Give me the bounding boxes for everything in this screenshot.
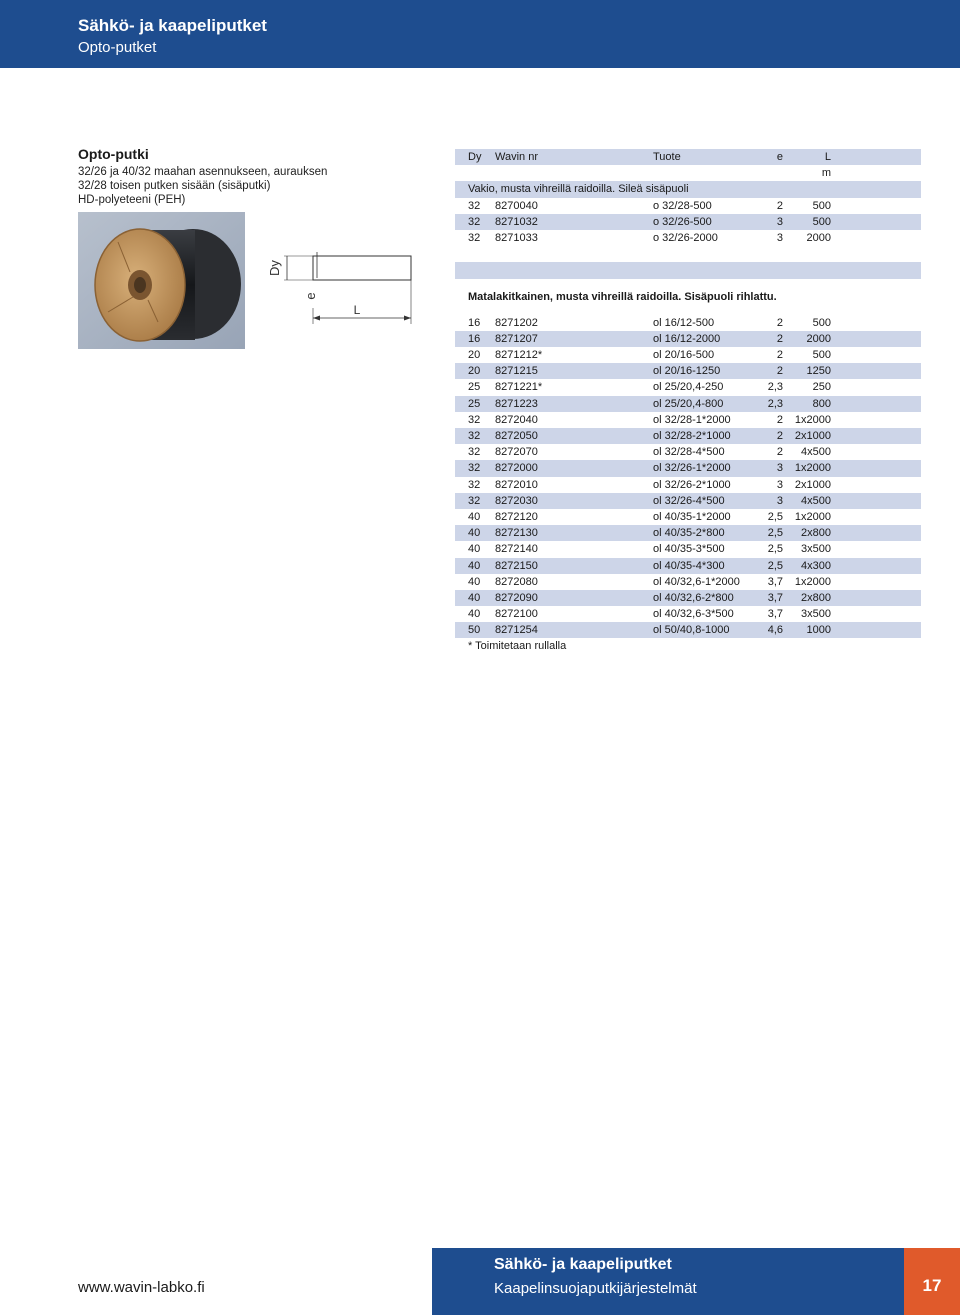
table-row [455, 379, 921, 395]
cell-e: 2,5 [767, 510, 783, 523]
cell-dy: 32 [468, 462, 481, 475]
cell-tuote: ol 32/26-4*500 [653, 494, 725, 507]
cell-wavin-nr: 8272050 [495, 430, 538, 442]
table-row [455, 412, 921, 428]
cell-dy: 25 [468, 397, 481, 410]
cell-l: 250 [812, 381, 831, 394]
cell-tuote: ol 32/26-1*2000 [653, 462, 731, 475]
cell-e: 2 [776, 332, 783, 345]
cell-wavin-nr: 8272010 [495, 478, 538, 491]
cell-e: 3,7 [767, 608, 783, 621]
cell-dy: 16 [468, 332, 481, 345]
cell-dy: 32 [468, 215, 481, 228]
cell-e: 3,7 [767, 575, 783, 588]
cell-l: 500 [812, 316, 831, 329]
table-unit-row [455, 165, 921, 181]
header-tuote: Tuote [653, 151, 681, 163]
cell-dy: 40 [468, 543, 481, 556]
cell-l: 1x2000 [794, 510, 831, 523]
cell-tuote: ol 40/32,6-3*500 [653, 608, 734, 621]
table-row [455, 541, 921, 557]
cell-tuote: ol 40/35-3*500 [653, 543, 725, 556]
table-row [455, 525, 921, 541]
table-header-row [455, 149, 921, 165]
cell-e: 2 [776, 349, 783, 362]
cell-wavin-nr: 8272150 [495, 559, 538, 572]
cell-wavin-nr: 8272090 [495, 591, 538, 604]
cell-tuote: ol 25/20,4-800 [653, 397, 724, 410]
cell-dy: 20 [468, 365, 481, 378]
cell-tuote: ol 50/40,8-1000 [653, 624, 730, 637]
cell-tuote: o 32/26-500 [653, 215, 712, 228]
cell-e: 2,5 [767, 527, 783, 540]
cell-l: 500 [812, 215, 831, 228]
cell-tuote: ol 25/20,4-250 [653, 381, 724, 394]
table-row [455, 509, 921, 525]
product-description-line: 32/28 toisen putken sisään (sisäputki) [78, 180, 271, 192]
cell-dy: 40 [468, 591, 481, 604]
page-number: 17 [922, 1276, 942, 1295]
section-title: Matalakitkainen, musta vihreillä raidoilla. Sisäpuoli rihlattu. [468, 290, 777, 303]
cell-wavin-nr: 8271221* [495, 381, 543, 394]
cell-tuote: ol 40/35-2*800 [653, 527, 725, 540]
cell-l: 2000 [806, 332, 831, 345]
cell-e: 2,3 [767, 381, 783, 394]
cell-l: 2x800 [801, 591, 831, 604]
table-row [455, 444, 921, 460]
cell-e: 2,5 [767, 559, 783, 572]
cell-e: 2 [776, 199, 783, 212]
cell-e: 3,7 [767, 591, 783, 604]
cell-dy: 40 [468, 510, 481, 523]
cell-wavin-nr: 8271223 [495, 397, 538, 410]
cell-tuote: ol 40/35-4*300 [653, 559, 725, 572]
footer-url[interactable]: www.wavin-labko.fi [78, 1279, 205, 1296]
cell-e: 2 [776, 365, 783, 378]
cell-wavin-nr: 8271202 [495, 316, 538, 329]
table-row [455, 590, 921, 606]
table-row [455, 363, 921, 379]
cell-l: 1250 [806, 365, 831, 378]
cell-wavin-nr: 8272080 [495, 575, 538, 588]
spacer-band [455, 262, 921, 278]
table-row [455, 230, 921, 246]
table-row [455, 198, 921, 214]
cell-tuote: ol 40/32,6-2*800 [653, 591, 734, 604]
cell-tuote: o 32/26-2000 [653, 231, 718, 244]
cell-l: 4x300 [801, 559, 831, 572]
cell-wavin-nr: 8272140 [495, 543, 538, 556]
cell-wavin-nr: 8272100 [495, 608, 538, 621]
table-row [455, 477, 921, 493]
cell-wavin-nr: 8272030 [495, 494, 538, 507]
cell-e: 2 [776, 446, 783, 459]
cell-e: 2 [776, 316, 783, 329]
section2-rows [455, 315, 921, 639]
cell-wavin-nr: 8272000 [495, 462, 538, 475]
cell-wavin-nr: 8272070 [495, 446, 538, 459]
cell-dy: 40 [468, 527, 481, 540]
cell-tuote: o 32/28-500 [653, 199, 712, 212]
cell-l: 4x500 [801, 494, 831, 507]
cell-tuote: ol 32/26-2*1000 [653, 478, 731, 491]
footnote: * Toimitetaan rullalla [468, 640, 567, 653]
cell-l: 1000 [806, 624, 831, 637]
cell-dy: 32 [468, 231, 481, 244]
table-row [455, 606, 921, 622]
cell-wavin-nr: 8272130 [495, 527, 538, 540]
l-label: L [353, 303, 361, 317]
cell-wavin-nr: 8272040 [495, 413, 538, 426]
cell-wavin-nr: 8271254 [495, 624, 538, 637]
cell-l: 1x2000 [794, 413, 831, 426]
cell-l: 2000 [806, 231, 831, 244]
cell-dy: 50 [468, 624, 481, 637]
cell-e: 3 [776, 478, 783, 491]
header-dy: Dy [468, 151, 482, 163]
cell-l: 2x1000 [794, 430, 831, 442]
product-table [455, 149, 921, 655]
header-l: L [824, 151, 831, 163]
cell-tuote: ol 20/16-1250 [653, 365, 721, 378]
cell-dy: 16 [468, 316, 481, 329]
cell-tuote: ol 40/32,6-1*2000 [653, 575, 740, 588]
table-row [455, 574, 921, 590]
product-description-line: HD-polyeteeni (PEH) [78, 194, 186, 206]
cell-l: 2x800 [801, 527, 831, 540]
cell-l: 800 [812, 397, 831, 410]
cell-l: 3x500 [801, 608, 831, 621]
cell-e: 3 [776, 215, 783, 228]
cell-tuote: ol 32/28-4*500 [653, 446, 725, 459]
cell-dy: 32 [468, 199, 481, 212]
cell-dy: 32 [468, 494, 481, 507]
cell-l: 1x2000 [794, 575, 831, 588]
cell-dy: 20 [468, 349, 481, 362]
cell-e: 4,6 [767, 624, 783, 637]
page-title: Sähkö- ja kaapeliputket [78, 16, 267, 35]
section1-rows [455, 198, 921, 247]
cell-e: 3 [776, 231, 783, 244]
cell-e: 2 [776, 413, 783, 426]
cell-tuote: ol 16/12-2000 [653, 332, 721, 345]
cell-l: 3x500 [801, 543, 831, 556]
cell-tuote: ol 16/12-500 [653, 316, 715, 329]
table-row [455, 315, 921, 331]
cell-dy: 32 [468, 478, 481, 491]
cell-l: 500 [812, 199, 831, 212]
unit-l: m [821, 167, 831, 180]
table-row [455, 558, 921, 574]
cell-e: 2,5 [767, 543, 783, 556]
cell-l: 4x500 [801, 446, 831, 459]
cell-dy: 32 [468, 430, 481, 442]
table-row [455, 331, 921, 347]
cell-e: 2,3 [767, 397, 783, 410]
cell-wavin-nr: 8272120 [495, 510, 538, 523]
cell-dy: 40 [468, 575, 481, 588]
cell-dy: 32 [468, 446, 481, 459]
dy-label: Dy [268, 260, 282, 276]
header-wavin-nr: Wavin nr [495, 151, 538, 163]
cell-tuote: ol 40/35-1*2000 [653, 510, 731, 523]
table-row [455, 347, 921, 363]
header-e: e [776, 151, 783, 163]
table-row [455, 428, 921, 444]
cell-e: 3 [776, 494, 783, 507]
cell-l: 2x1000 [794, 478, 831, 491]
cell-wavin-nr: 8271215 [495, 365, 538, 378]
cell-dy: 25 [468, 381, 481, 394]
product-description-line: 32/26 ja 40/32 maahan asennukseen, aurauksen [78, 166, 328, 178]
footer-title: Sähkö- ja kaapeliputket [494, 1256, 672, 1273]
cable-reel-photo [78, 212, 245, 349]
pipe-dimension-diagram [268, 250, 418, 330]
cell-tuote: ol 32/28-1*2000 [653, 413, 731, 426]
cell-dy: 40 [468, 559, 481, 572]
table-row [455, 214, 921, 230]
table-row [455, 622, 921, 638]
cell-wavin-nr: 8270040 [495, 199, 538, 212]
cell-dy: 32 [468, 413, 481, 426]
cell-wavin-nr: 8271207 [495, 332, 538, 345]
cell-dy: 40 [468, 608, 481, 621]
cell-l: 500 [812, 349, 831, 362]
product-title: Opto-putki [78, 146, 149, 162]
cell-e: 2 [776, 430, 783, 442]
cell-tuote: ol 20/16-500 [653, 349, 715, 362]
cell-wavin-nr: 8271212* [495, 349, 543, 362]
cell-wavin-nr: 8271033 [495, 231, 538, 244]
table-row [455, 493, 921, 509]
page-subtitle: Opto-putket [78, 39, 157, 56]
section-title: Vakio, musta vihreillä raidoilla. Sileä sisäpuoli [455, 181, 921, 197]
e-label: e [303, 292, 318, 300]
cell-l: 1x2000 [794, 462, 831, 475]
cell-tuote: ol 32/28-2*1000 [653, 430, 731, 442]
cell-wavin-nr: 8271032 [495, 215, 538, 228]
cell-e: 3 [776, 462, 783, 475]
table-row [455, 460, 921, 476]
footer-subtitle: Kaapelinsuojaputkijärjestelmät [494, 1280, 697, 1297]
table-row [455, 396, 921, 412]
